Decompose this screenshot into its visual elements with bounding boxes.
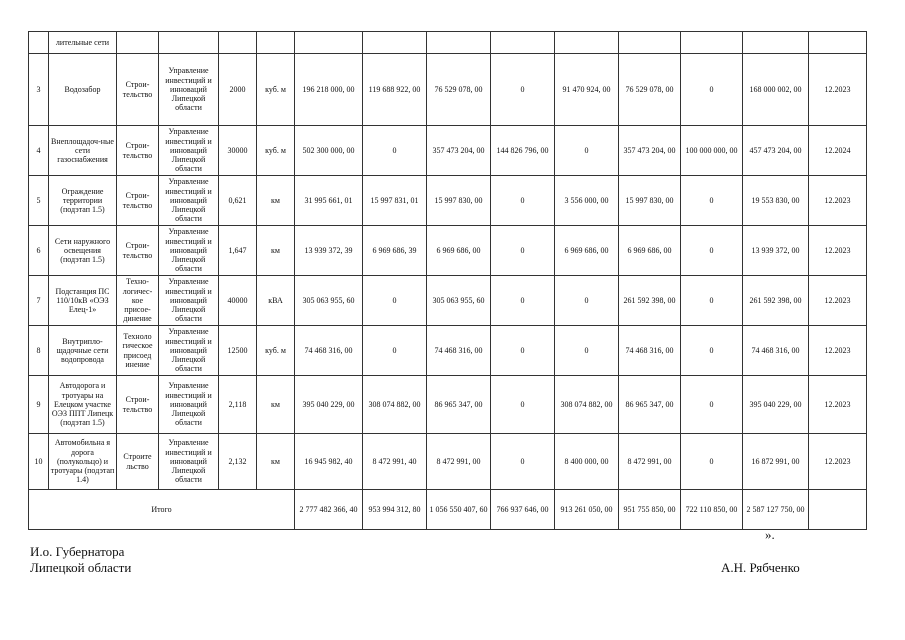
cell-name: Автомобильна я дорога (полукольцо) и тротуары (подэтап 1.4)	[49, 434, 117, 490]
cell-customer: Управление инвестиций и инноваций Липецкой области	[159, 434, 219, 490]
total-amount-7: 722 110 850, 00	[681, 490, 743, 530]
cell-completion-date: 12.2023	[809, 376, 867, 434]
total-row	[29, 490, 867, 530]
cell-completion-date: 12.2023	[809, 276, 867, 326]
cell-completion-date: 12.2023	[809, 176, 867, 226]
cell-amount-8: 168 000 002, 00	[743, 54, 809, 126]
cell-amount-2: 15 997 831, 01	[363, 176, 427, 226]
cell-unit: куб. м	[257, 54, 295, 126]
cell-amount-7: 0	[681, 434, 743, 490]
total-amount-2: 953 994 312, 80	[363, 490, 427, 530]
cell-amount-5: 0	[555, 276, 619, 326]
total-empty-cell	[809, 490, 867, 530]
cell-amount-3: 74 468 316, 00	[427, 326, 491, 376]
cell-amount-2: 0	[363, 276, 427, 326]
cell-amount-8: 261 592 398, 00	[743, 276, 809, 326]
cell-amount-3: 86 965 347, 00	[427, 376, 491, 434]
cell-number: 10	[29, 434, 49, 490]
cell-amount-4: 0	[491, 176, 555, 226]
total-amount-4: 766 937 646, 00	[491, 490, 555, 530]
cell-amount-7: 0	[681, 226, 743, 276]
total-amount-5: 913 261 050, 00	[555, 490, 619, 530]
cell-amount-6: 261 592 398, 00	[619, 276, 681, 326]
closing-quote: ».	[765, 527, 775, 542]
cell-amount-6: 6 969 686, 00	[619, 226, 681, 276]
cell-amount-7: 100 000 000, 00	[681, 126, 743, 176]
cell-amount-5: 308 074 882, 00	[555, 376, 619, 434]
total-amount-1: 2 777 482 366, 40	[295, 490, 363, 530]
cell-number: 8	[29, 326, 49, 376]
signatory-name: А.Н. Рябченко	[721, 560, 800, 575]
cell-amount-5: 6 969 686, 00	[555, 226, 619, 276]
cell-unit: км	[257, 176, 295, 226]
cell-amount-8: 13 939 372, 00	[743, 226, 809, 276]
cell-amount-5: 0	[555, 126, 619, 176]
cell-unit: куб. м	[257, 126, 295, 176]
table-row	[29, 126, 867, 176]
cell-amount-4: 0	[491, 276, 555, 326]
cell-amount-1: 74 468 316, 00	[295, 326, 363, 376]
cell-amount-6: 74 468 316, 00	[619, 326, 681, 376]
cell-customer: Управление инвестиций и инноваций Липецкой области	[159, 54, 219, 126]
cell-unit: кВА	[257, 276, 295, 326]
cell-amount-7: 0	[681, 176, 743, 226]
table-row	[29, 226, 867, 276]
cell-customer: Управление инвестиций и инноваций Липецкой области	[159, 276, 219, 326]
cell-amount-7: 0	[681, 376, 743, 434]
cell-capacity: 1,647	[219, 226, 257, 276]
cell-amount-2: 308 074 882, 00	[363, 376, 427, 434]
cell-number: 4	[29, 126, 49, 176]
table-row	[29, 376, 867, 434]
cell-number: 7	[29, 276, 49, 326]
cell-customer: Управление инвестиций и инноваций Липецкой области	[159, 176, 219, 226]
cell-amount-1: 305 063 955, 60	[295, 276, 363, 326]
cell-amount-2: 119 688 922, 00	[363, 54, 427, 126]
cell-customer: Управление инвестиций и инноваций Липецкой области	[159, 226, 219, 276]
cell-amount-6: 8 472 991, 00	[619, 434, 681, 490]
cell-capacity: 2000	[219, 54, 257, 126]
signatory-position-line2: Липецкой области	[30, 560, 132, 575]
cell-customer: Управление инвестиций и инноваций Липецкой области	[159, 126, 219, 176]
investment-table	[28, 31, 867, 530]
table-row	[29, 326, 867, 376]
cell-number: 6	[29, 226, 49, 276]
cell-completion-date: 12.2023	[809, 226, 867, 276]
cell-amount-4: 0	[491, 376, 555, 434]
cell-amount-4: 0	[491, 326, 555, 376]
cell-amount-5: 8 400 000, 00	[555, 434, 619, 490]
signatory-position-line1: И.о. Губернатора	[30, 544, 125, 559]
cell-amount-3: 305 063 955, 60	[427, 276, 491, 326]
cell-amount-2: 8 472 991, 40	[363, 434, 427, 490]
cell-completion-date: 12.2023	[809, 326, 867, 376]
cell-capacity: 40000	[219, 276, 257, 326]
cell-work-type: Строи-тельство	[117, 226, 159, 276]
cell-amount-4: 144 826 796, 00	[491, 126, 555, 176]
cell-capacity: 2,118	[219, 376, 257, 434]
cell-amount-4: 0	[491, 434, 555, 490]
cell-work-type: Строите льство	[117, 434, 159, 490]
cell-amount-6: 76 529 078, 00	[619, 54, 681, 126]
cell-work-type: Строи-тельство	[117, 54, 159, 126]
total-amount-6: 951 755 850, 00	[619, 490, 681, 530]
cell-completion-date: 12.2023	[809, 54, 867, 126]
cell-amount-7: 0	[681, 276, 743, 326]
cell-number: 5	[29, 176, 49, 226]
cell-amount-6: 86 965 347, 00	[619, 376, 681, 434]
cell-amount-3: 6 969 686, 00	[427, 226, 491, 276]
cell-capacity: 30000	[219, 126, 257, 176]
cell-name: Ограждение территории (подэтап 1.5)	[49, 176, 117, 226]
cell-amount-5: 91 470 924, 00	[555, 54, 619, 126]
cell-number: 3	[29, 54, 49, 126]
cell-customer: Управление инвестиций и инноваций Липецкой области	[159, 376, 219, 434]
table-row	[29, 32, 867, 54]
table-row	[29, 54, 867, 126]
table-body	[29, 32, 867, 530]
cell-name: Сети наружного освещения (подэтап 1.5)	[49, 226, 117, 276]
cell-amount-1: 13 939 372, 39	[295, 226, 363, 276]
cell-capacity: 12500	[219, 326, 257, 376]
cell-name: Водозабор	[49, 54, 117, 126]
cell-capacity: 2,132	[219, 434, 257, 490]
cell-amount-2: 0	[363, 326, 427, 376]
cell-name: Автодорога и тротуары на Елецком участке ОЭЗ ППТ Липецк (подэтап 1.5)	[49, 376, 117, 434]
cell-work-type: Строи-тельство	[117, 126, 159, 176]
cell-amount-1: 196 218 000, 00	[295, 54, 363, 126]
cell-amount-4: 0	[491, 54, 555, 126]
cell-amount-8: 74 468 316, 00	[743, 326, 809, 376]
cell-completion-date: 12.2024	[809, 126, 867, 176]
cell-work-type: Техно-логичес-кое присое-динение	[117, 276, 159, 326]
cell-number: 9	[29, 376, 49, 434]
cell-work-type: Строи-тельство	[117, 176, 159, 226]
cell-amount-3: 8 472 991, 00	[427, 434, 491, 490]
table-row	[29, 434, 867, 490]
cell-amount-6: 15 997 830, 00	[619, 176, 681, 226]
total-amount-3: 1 056 550 407, 60	[427, 490, 491, 530]
cell-amount-8: 395 040 229, 00	[743, 376, 809, 434]
cell-name: Внеплощадоч-ные сети газоснабжения	[49, 126, 117, 176]
cell-capacity: 0,621	[219, 176, 257, 226]
cell-amount-8: 457 473 204, 00	[743, 126, 809, 176]
cell-customer: Управление инвестиций и инноваций Липецкой области	[159, 326, 219, 376]
cell-amount-1: 31 995 661, 01	[295, 176, 363, 226]
cell-unit: км	[257, 226, 295, 276]
cell-name: Подстанция ПС 110/10кВ «ОЭЗ Елец-1»	[49, 276, 117, 326]
cell-amount-3: 357 473 204, 00	[427, 126, 491, 176]
cell-work-type: Техноло гическое присоед инение	[117, 326, 159, 376]
cell-name: лительные сети	[49, 32, 117, 54]
table-row	[29, 276, 867, 326]
table-row	[29, 176, 867, 226]
cell-unit: куб. м	[257, 326, 295, 376]
cell-completion-date: 12.2023	[809, 434, 867, 490]
cell-amount-7: 0	[681, 326, 743, 376]
cell-amount-8: 16 872 991, 00	[743, 434, 809, 490]
cell-work-type: Строи-тельство	[117, 376, 159, 434]
cell-amount-4: 0	[491, 226, 555, 276]
cell-amount-2: 6 969 686, 39	[363, 226, 427, 276]
cell-amount-8: 19 553 830, 00	[743, 176, 809, 226]
cell-amount-5: 0	[555, 326, 619, 376]
cell-amount-2: 0	[363, 126, 427, 176]
cell-amount-1: 395 040 229, 00	[295, 376, 363, 434]
cell-unit: км	[257, 434, 295, 490]
cell-amount-6: 357 473 204, 00	[619, 126, 681, 176]
cell-amount-1: 502 300 000, 00	[295, 126, 363, 176]
cell-amount-1: 16 945 982, 40	[295, 434, 363, 490]
cell-amount-3: 15 997 830, 00	[427, 176, 491, 226]
cell-amount-5: 3 556 000, 00	[555, 176, 619, 226]
cell-amount-7: 0	[681, 54, 743, 126]
cell-amount-3: 76 529 078, 00	[427, 54, 491, 126]
cell-unit: км	[257, 376, 295, 434]
cell-name: Внутрипло-щадочные сети водопровода	[49, 326, 117, 376]
total-amount-8: 2 587 127 750, 00	[743, 490, 809, 530]
total-label: Итого	[29, 490, 295, 530]
